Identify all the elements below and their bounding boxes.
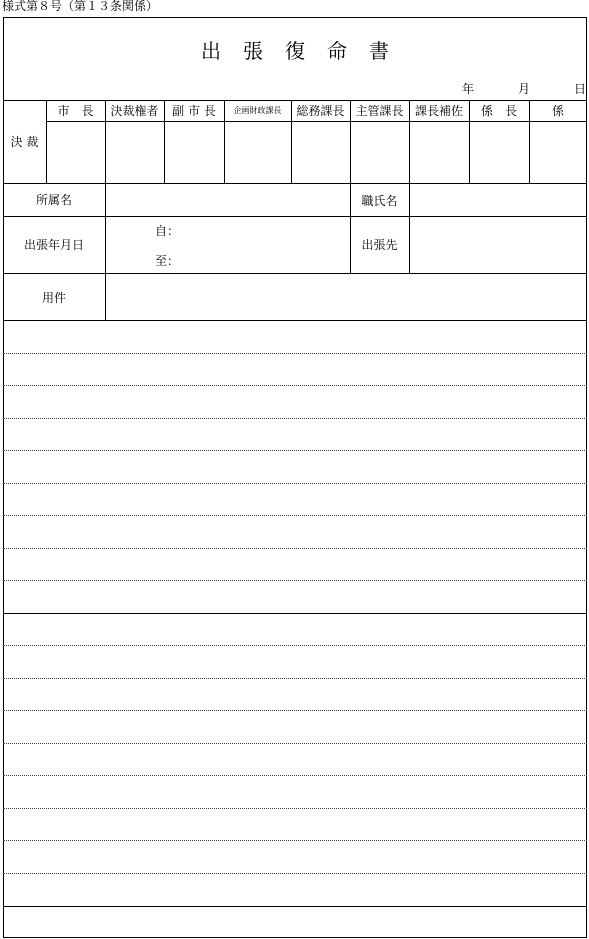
stamp-cell-deputy-mayor[interactable] (165, 122, 223, 182)
form-number: 様式第８号（第１３条関係） (2, 0, 159, 13)
stamp-cell-decision-authority[interactable] (106, 122, 163, 182)
approval-col-planning-finance-chief: 企画財政課長 (233, 106, 282, 115)
report-divider-line (3, 906, 587, 907)
document-title: 出張復命書 (201, 39, 411, 63)
affiliation-field[interactable] (109, 193, 346, 209)
approval-col-deputy-mayor: 副 市 長 (172, 104, 216, 118)
stamp-cell-planning-finance-chief[interactable] (225, 122, 290, 182)
report-line (3, 353, 587, 354)
grid-line (105, 183, 106, 320)
report-line (3, 808, 587, 809)
approval-label: 決 裁 (10, 135, 39, 149)
stamp-cell-general-affairs-chief[interactable] (292, 122, 349, 182)
date-day-label: 日 (574, 82, 587, 96)
report-line (3, 515, 587, 516)
approval-col-staff: 係 (551, 104, 564, 118)
purpose-label: 用件 (41, 291, 66, 305)
approval-col-assistant-chief: 課長補佐 (414, 104, 463, 118)
report-line (3, 678, 587, 679)
stamp-cell-subsection-chief[interactable] (470, 122, 528, 182)
report-line (3, 483, 587, 484)
stamp-cell-assistant-chief[interactable] (410, 122, 468, 182)
report-body-area[interactable] (3, 321, 587, 937)
grid-line (3, 216, 587, 217)
destination-label: 出張先 (361, 238, 398, 252)
approval-col-subsection-chief: 係 長 (480, 104, 517, 118)
approval-col-decision-authority: 決裁権者 (110, 104, 159, 118)
grid-line (3, 273, 587, 274)
stamp-cell-mayor[interactable] (47, 122, 104, 182)
date-year-label: 年 (462, 82, 475, 96)
approval-top-line (3, 100, 587, 101)
report-line (3, 548, 587, 549)
stamp-cell-staff[interactable] (530, 122, 586, 182)
report-line (3, 450, 587, 451)
report-line (3, 385, 587, 386)
affiliation-label: 所属名 (35, 193, 72, 207)
grid-line (409, 183, 410, 273)
approval-col-mayor: 市 長 (57, 104, 94, 118)
report-line (3, 873, 587, 874)
purpose-field[interactable] (110, 291, 584, 307)
report-line (3, 775, 587, 776)
report-line (3, 645, 587, 646)
trip-date-to-label: 至： (155, 254, 180, 268)
report-line (3, 840, 587, 841)
report-divider-line (3, 613, 587, 614)
trip-date-from-label: 自： (155, 224, 180, 238)
trip-date-to-field[interactable] (180, 250, 345, 270)
approval-col-responsible-chief: 主管課長 (355, 104, 404, 118)
title-name-field[interactable] (414, 193, 584, 209)
trip-date-from-field[interactable] (180, 221, 345, 241)
report-line (3, 580, 587, 581)
approval-bottom-line (3, 183, 587, 184)
report-line (3, 418, 587, 419)
date-month-label: 月 (518, 82, 531, 96)
report-line (3, 710, 587, 711)
approval-col-general-affairs-chief: 総務課長 (296, 104, 345, 118)
stamp-cell-responsible-chief[interactable] (351, 122, 408, 182)
destination-field[interactable] (414, 238, 584, 254)
title-name-label: 職氏名 (361, 194, 398, 208)
report-line (3, 743, 587, 744)
trip-date-label: 出張年月日 (23, 238, 84, 252)
